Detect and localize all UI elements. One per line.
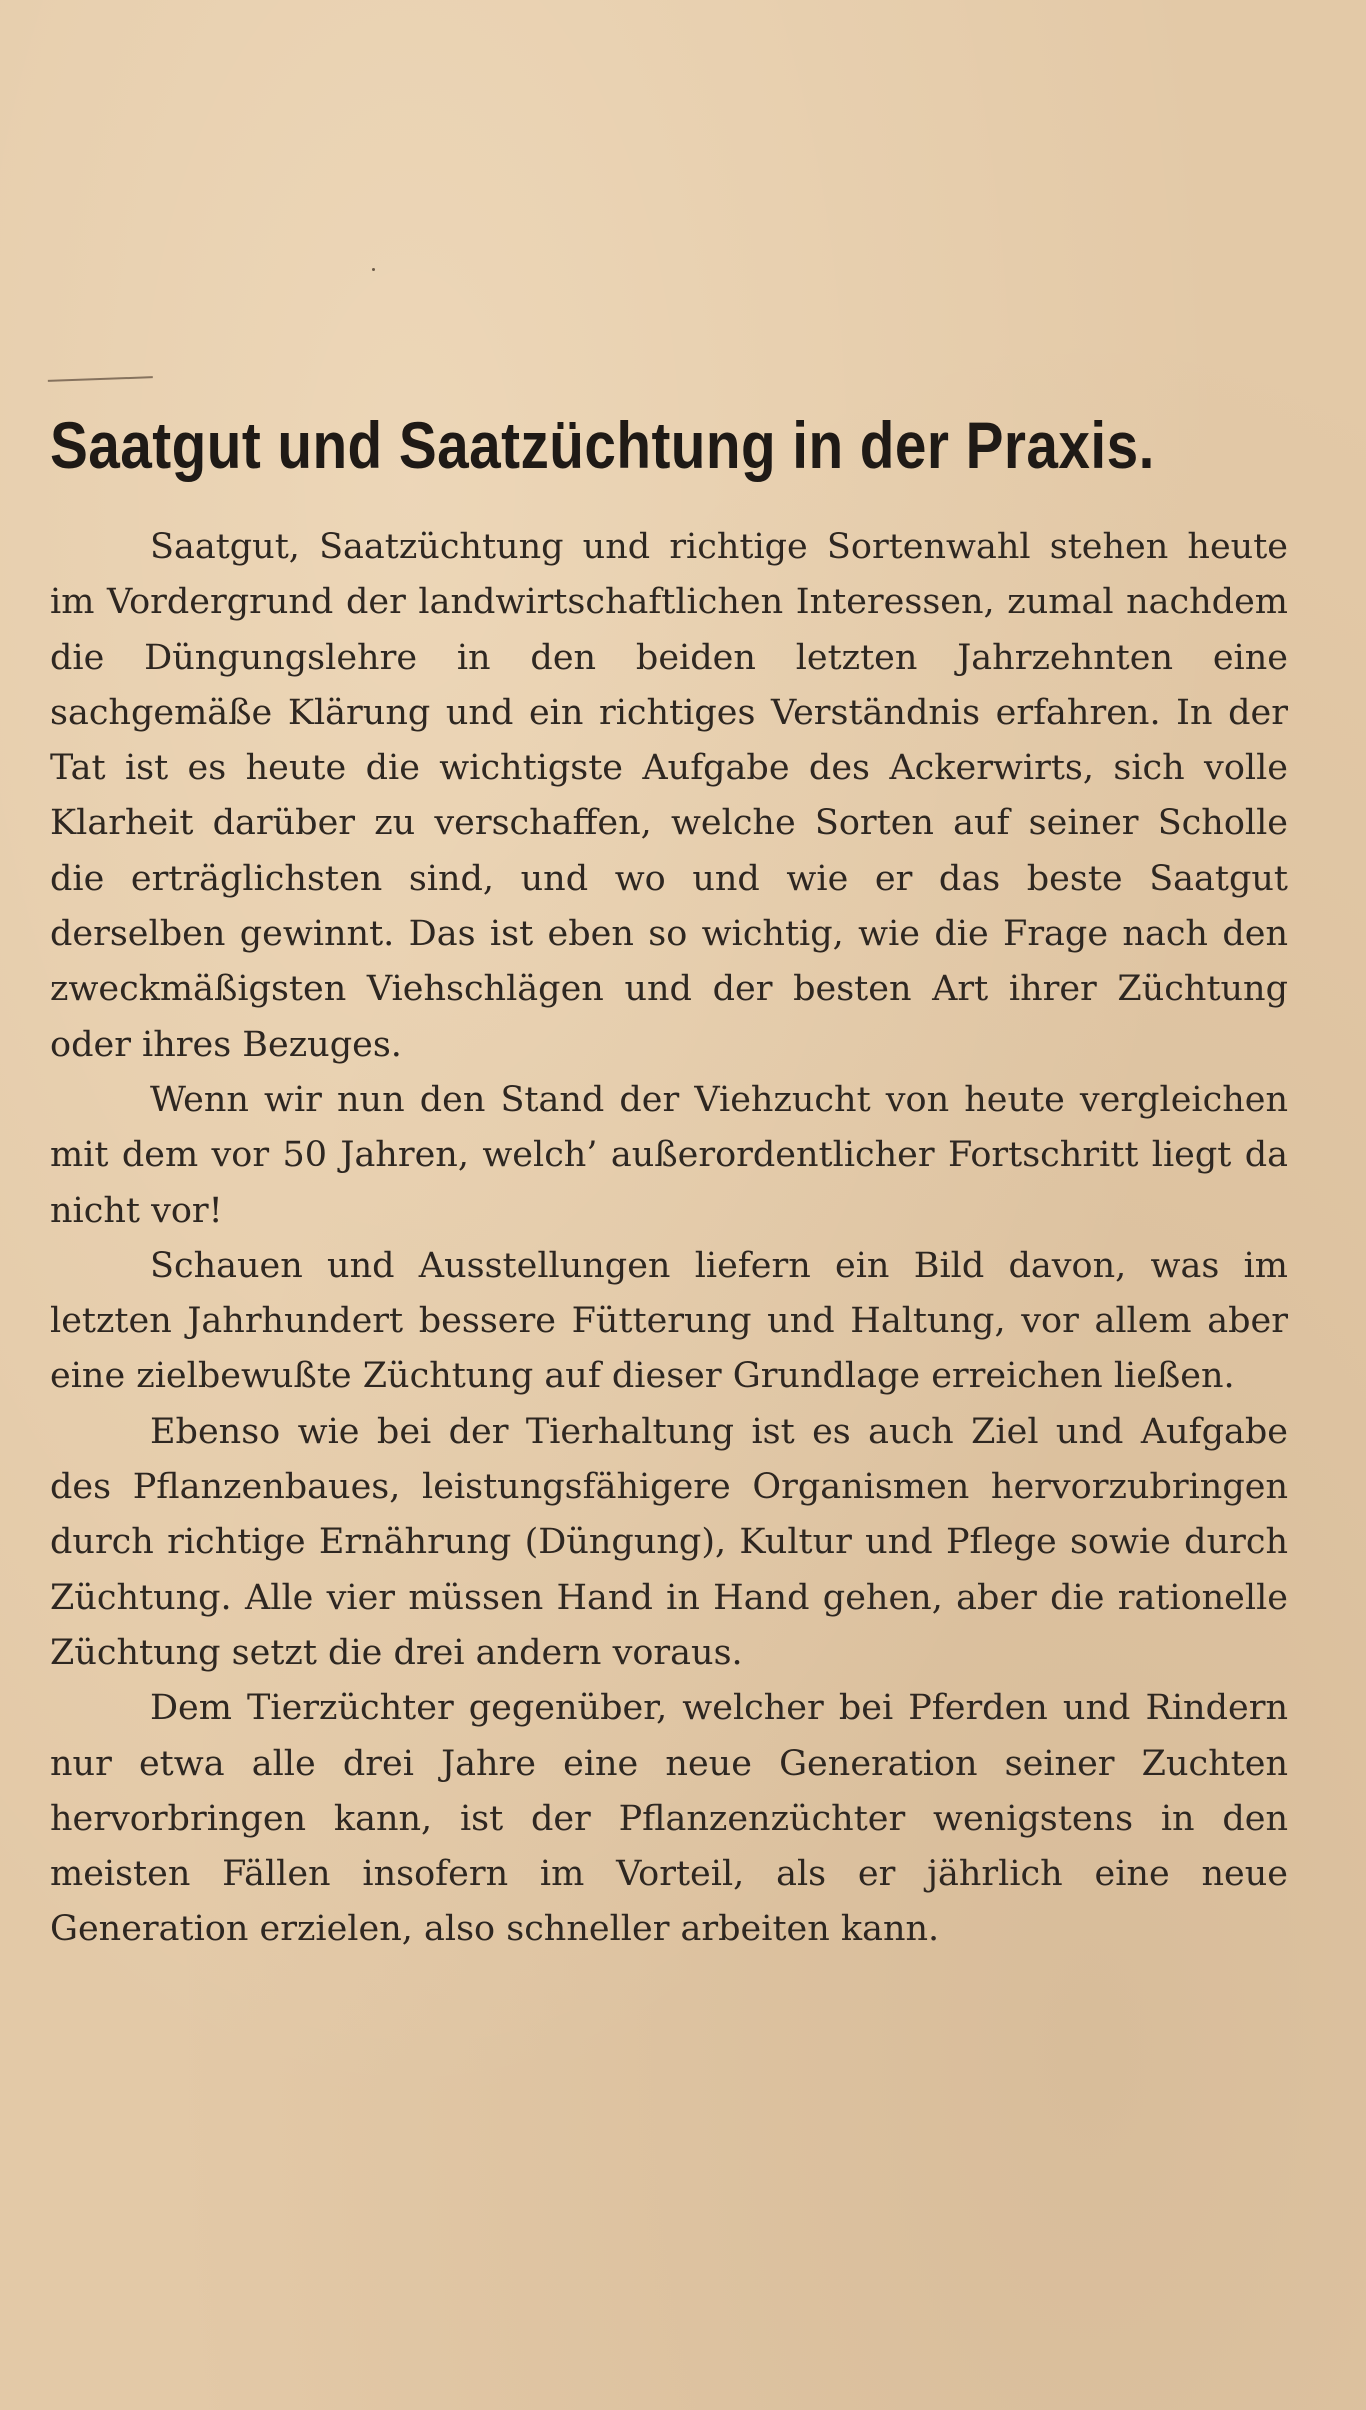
paragraph: Schauen und Ausstellungen liefern ein Bild davon, was im letzten Jahrhundert bessere Fütterung und Haltung, vor allem aber eine zielbewußte Züchtung auf dieser Grundlage erreichen ließen. [50,1245,1288,1397]
pencil-mark [48,376,153,392]
paper-speck [372,268,375,271]
paragraph: Saatgut, Saatzüchtung und richtige Sortenwahl stehen heute im Vordergrund der landwirtschaftlichen Interessen, zumal nachdem die Düngungslehre in den beiden letzten Jahrzehnten eine sachgemäße Klärung und ein richtiges Verständnis erfahren. In der Tat ist es heute die wichtigste Aufgabe des Ackerwirts, sich volle Klarheit darüber zu verschaffen, welche Sorten auf seiner Scholle die erträglichsten sind, und wo und wie er das beste Saatgut derselben gewinnt. Das ist eben so wichtig, wie die Frage nach den zweckmäßigsten Viehschlägen und der besten Art ihrer Züchtung oder ihres Bezuges. [50,527,1288,1065]
body-text [50,520,1288,1958]
paragraph: Dem Tierzüchter gegenüber, welcher bei Pferden und Rindern nur etwa alle drei Jahre eine neue Generation seiner Zuchten hervorbringen kann, ist der Pflanzenzüchter wenigstens in den meisten Fällen insofern im Vorteil, als er jährlich eine neue Generation erzielen, also schneller arbeiten kann. [50,1688,1288,1950]
paragraph: Ebenso wie bei der Tierhaltung ist es auch Ziel und Aufgabe des Pflanzenbaues, leistungsfähigere Organismen hervorzubringen durch richtige Ernährung (Düngung), Kultur und Pflege sowie durch Züchtung. Alle vier müssen Hand in Hand gehen, aber die rationelle Züchtung setzt die drei andern voraus. [50,1411,1288,1673]
paragraph: Wenn wir nun den Stand der Viehzucht von heute vergleichen mit dem vor 50 Jahren, welch’ außerordentlicher Fortschritt liegt da nicht vor! [50,1079,1288,1231]
page-title: Saatgut und Saatzüchtung in der Praxis. [50,408,1155,482]
